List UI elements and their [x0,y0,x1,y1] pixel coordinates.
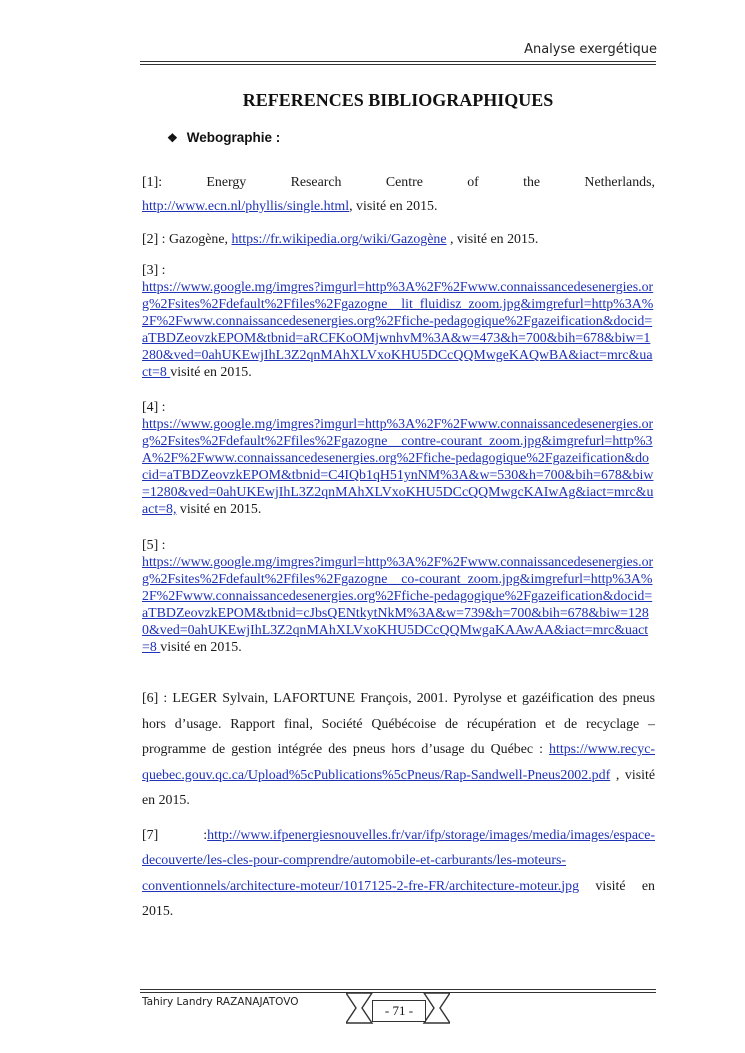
reference-5-link[interactable]: https://www.google.mg/imgres?imgurl=http%3A%2F%2Fwww.connaissancedesenergies.org%2Fsites%2Fdefault%2Ffiles%2Fgazogne__co-courant_zoom.jpg&imgrefurl=http%3A%2F%2Fwww.connaissancedesenergies.org%2Ffiche-pedagogique%2Fgazeification&docid=aTBDZeovzkEPOM&tbnid=cJbsQENtkytNkM%3A&w=739&h=700&bih=678&biw=1280&ved=0ahUKEwjIhL3Z2qnMAhXLVxoKHU5DCcQQMwgaKAAwAA&iact=mrc&uact=8 [142,555,654,655]
reference-1-word: the [523,175,541,190]
reference-7-suffix: visité en 2015. [142,878,655,919]
reference-1-word: Energy [206,175,247,190]
reference-6-link[interactable]: https://www.recyc-quebec.gouv.qc.ca/Upload%5cPublications%5cPneus/Rap-Sandwell-Pneus2002.pdf [142,742,655,783]
section-heading-label: Webographie : [186,130,281,145]
reference-1-word: Research [290,175,342,190]
running-header-title: Analyse exergétique [524,42,657,57]
reference-6-text: [6] : LEGER Sylvain, LAFORTUNE François, 2001. Pyrolyse et gazéification des pneus hors d’usage. Rapport final, Société Québécoise de récupération et de recyclage – programme de gestion intégrée des pneus hors d’usage du Québec : [142,691,655,757]
reference-2-prefix: [2] : Gazogène, [142,232,232,247]
reference-6-suffix: , visité en 2015. [142,767,655,808]
reference-item-6 [142,686,655,814]
reference-4-suffix: visité en 2015. [176,502,262,517]
reference-3-suffix: visité en 2015. [170,365,252,380]
page-title: REFERENCES BIBLIOGRAPHIQUES [242,90,554,110]
page-number: - 71 - [372,1000,426,1022]
reference-2-link[interactable]: https://fr.wikipedia.org/wiki/Gazogène [231,232,447,247]
reference-item-3 [142,262,655,381]
header-rule [140,64,656,65]
reference-2-suffix: , visité en 2015. [446,232,539,247]
reference-1-suffix: , visité en 2015. [349,199,438,214]
reference-1-word: Netherlands, [584,175,655,190]
reference-1-word: Centre [385,175,423,190]
reference-7-prefix: [7] : [142,827,208,843]
section-heading [167,130,280,145]
footer-rule [140,989,656,990]
reference-4-link[interactable]: https://www.google.mg/imgres?imgurl=http%3A%2F%2Fwww.connaissancedesenergies.org%2Fsites%2Fdefault%2Ffiles%2Fgazogne__contre-courant_zoom.jpg&imgrefurl=http%3A%2F%2Fwww.connaissancedesenergies.org%2Ffiche-pedagogique%2Fgazeification&docid=aTBDZeovzkEPOM&tbnid=C4IQb1qH51ynNM%3A&w=530&h=700&bih=678&biw=1280&ved=0ahUKEwjIhL3Z2qnMAhXLVxoKHU5DCcQQMwgcKAIwAg&iact=mrc&uact=8, [142,417,654,517]
reference-5-label: [5] : [142,538,166,553]
reference-item-4 [142,399,655,518]
footer-author: Tahiry Landry RAZANAJATOVO [142,996,299,1008]
reference-7-link[interactable]: http://www.ifpenergiesnouvelles.fr/var/ifp/storage/images/media/images/espace-decouverte/les-cles-pour-comprendre/automobile-et-carburants/les-moteurs-conventionnels/architecture-moteur/1017125-2-fre-FR/architecture-moteur.jpg [142,827,655,894]
reference-item-7 [142,823,655,925]
reference-1-word: of [467,175,479,190]
diamond-bullet-icon: ❖ [167,131,178,145]
reference-1-link[interactable]: http://www.ecn.nl/phyllis/single.html [142,199,350,214]
reference-3-label: [3] : [142,263,166,278]
reference-item-1 [142,171,655,219]
reference-list [142,171,655,925]
reference-5-suffix: visité en 2015. [160,640,242,655]
reference-1-label: [1]: [142,175,163,190]
reference-4-label: [4] : [142,400,166,415]
header-rule [140,61,656,62]
reference-item-2 [142,230,655,250]
reference-1-first-line [142,171,655,195]
reference-3-link[interactable]: https://www.google.mg/imgres?imgurl=http%3A%2F%2Fwww.connaissancedesenergies.org%2Fsites%2Fdefault%2Ffiles%2Fgazogne__lit_fluidisz_zoom.jpg&imgrefurl=http%3A%2F%2Fwww.connaissancedesenergies.org%2Ffiche-pedagogique%2Fgazeification&docid=aTBDZeovzkEPOM&tbnid=aRCFKoOMjwnhvM%3A&w=473&h=700&bih=678&biw=1280&ved=0ahUKEwjIhL3Z2qnMAhXLVxoKHU5DCcQQMwgeKAQwBA&iact=mrc&uact=8 [142,280,654,380]
reference-item-5 [142,537,655,656]
